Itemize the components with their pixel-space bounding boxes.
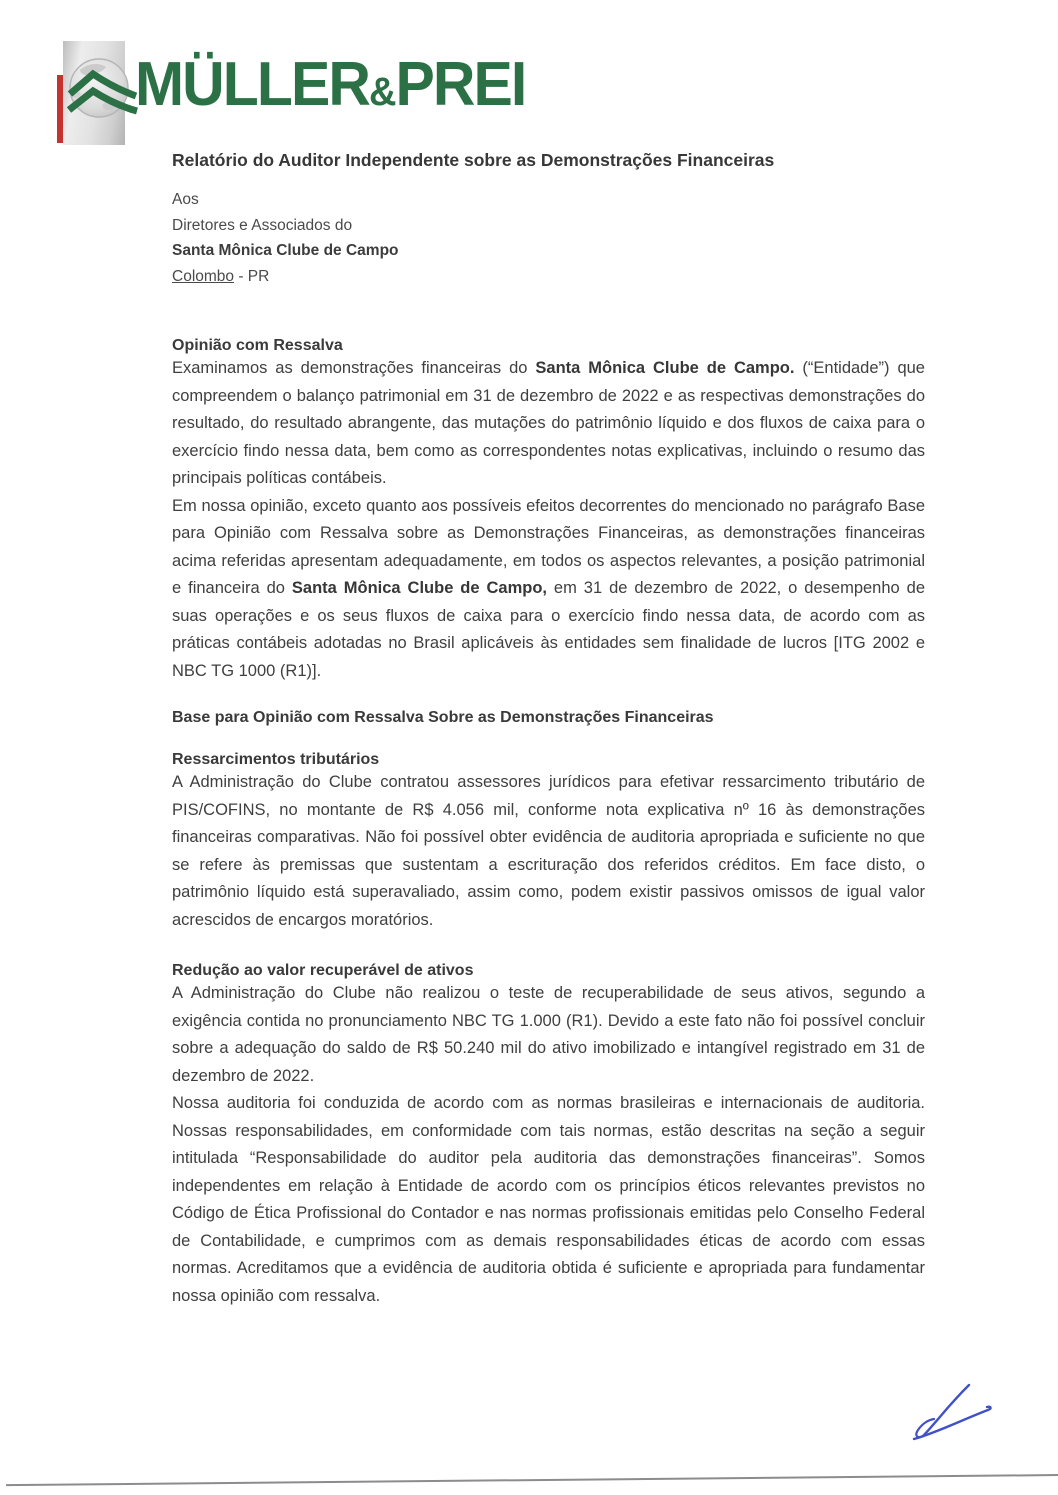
paragraph-impairment: A Administração do Clube não realizou o teste de recuperabilidade de seus ativos, segundo a exigência contida no pronunciamento NBC TG 1.000 (R1). Devido a este fato não foi possível concluir sobre a adequação do saldo de R$ 50.240 mil do ativo imobilizado e intangível registrado em 31 de dezembro de 2022. (172, 984, 925, 1085)
paragraph-tax-refunds: A Administração do Clube contratou assessores jurídicos para efetivar ressarcimento tributário de PIS/COFINS, no montante de R$ 4.056 mil, conforme nota explicativa nº 16 às demonstrações financeiras comparativas. Não foi possível obter evidência de auditoria apropriada e suficiente no que se refere às premissas que sustentam a escrituração dos referidos créditos. Em face disto, o patrimônio líquido está superavaliado, assim como, podem existir passivos omissos de igual valor acrescidos de encargos moratórios. (172, 773, 925, 929)
brand-ampersand: & (368, 70, 396, 114)
signature-scribble (908, 1380, 1000, 1446)
document-title: Relatório do Auditor Independente sobre as Demonstrações Financeiras (172, 150, 775, 170)
addressee-block (172, 187, 925, 289)
heading-impairment: Redução ao valor recuperável de ativos (172, 962, 474, 979)
addressee-state: - PR (234, 267, 270, 285)
brand-first: MÜLLER (135, 50, 369, 119)
addressee-location (172, 264, 925, 290)
paragraph-audit-standards: Nossa auditoria foi conduzida de acordo com as normas brasileiras e internacionais de auditoria. Nossas responsabilidades, em conformidade com tais normas, estão descritas na seção a seguir intitulada “Responsabilidade do auditor pela auditoria das demonstrações financeiras”. Somos independentes em relação à Entidade de acordo com os princípios éticos relevantes previstos no Código de Ética Profissional do Contador e nas normas profissionais emitidas pelo Conselho Federal de Contabilidade, e cumprimos com as demais responsabilidades éticas de acordo com essas normas. Acreditamos que a evidência de auditoria obtida é suficiente e apropriada para fundamentar nossa opinião com ressalva. (172, 1094, 925, 1305)
heading-tax-refunds: Ressarcimentos tributários (172, 751, 380, 768)
heading-basis: Base para Opinião com Ressalva Sobre as Demonstrações Financeiras (172, 709, 714, 726)
addressee-entity: Santa Mônica Clube de Campo (172, 242, 399, 259)
brand-second: PREI (395, 50, 526, 119)
heading-opinion: Opinião com Ressalva (172, 337, 343, 354)
scan-artifact-line (6, 1474, 1058, 1486)
paragraph-opinion: Em nossa opinião, exceto quanto aos possíveis efeitos decorrentes do mencionado no parágrafo Base para Opinião com Ressalva sobre as Demonstrações Financeiras, as demonstrações financeiras acima referidas apresentam adequadamente, em todos os aspectos relevantes, a posição patrimonial e financeira do Santa Mônica Clube de Campo, em 31 de dezembro de 2022, o desempenho de suas operações e os seus fluxos de caixa para o exercício findo nessa data, de acordo com as práticas contábeis adotadas no Brasil aplicáveis às entidades sem finalidade de lucros [ITG 2002 e NBC TG 1000 (R1)]. (172, 496, 925, 680)
addressee-to: Aos (172, 191, 199, 208)
paragraph-examination: Examinamos as demonstrações financeiras do Santa Mônica Clube de Campo. (“Entidade”) que compreendem o balanço patrimonial em 31 de dezembro de 2022 e as respectivas demonstrações do resultado, do resultado abrangente, das mutações do patrimônio líquido e dos fluxos de caixa para o exercício findo nessa data, bem como as correspondentes notas explicativas, incluindo o resumo das principais políticas contábeis. (172, 359, 925, 487)
addressee-recipients: Diretores e Associados do (172, 216, 353, 234)
addressee-city: Colombo (172, 267, 235, 285)
